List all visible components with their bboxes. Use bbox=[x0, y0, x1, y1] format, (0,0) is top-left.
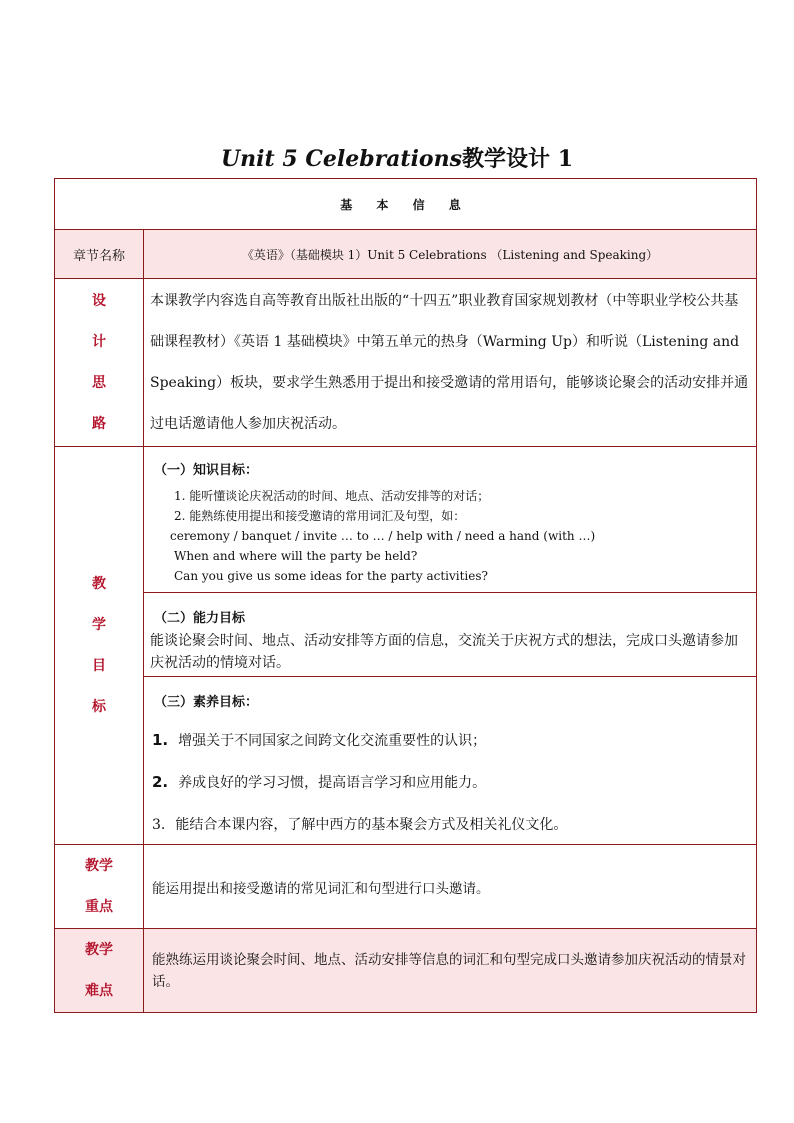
design-label bbox=[55, 279, 144, 447]
literacy-item bbox=[144, 730, 756, 750]
knowledge-item: 1. 能听懂谈论庆祝活动的时间、地点、活动安排等的对话； bbox=[174, 489, 490, 503]
document-title bbox=[0, 142, 794, 173]
ability-title: （二）能力目标 bbox=[154, 611, 246, 626]
knowledge-example: When and where will the party be held? bbox=[174, 549, 418, 563]
objectives-label bbox=[55, 447, 144, 845]
difficulties-row bbox=[55, 929, 757, 1013]
knowledge-example: Can you give us some ideas for the party activities? bbox=[174, 569, 488, 583]
title-number: 1 bbox=[557, 146, 573, 172]
literacy-item bbox=[144, 772, 756, 792]
basic-info-row bbox=[55, 179, 757, 230]
difficulties-text: 能熟练运用谈论聚会时间、地点、活动安排等信息的词汇和句型完成口头邀请参加庆祝活动的情景对话。 bbox=[144, 929, 757, 1013]
objectives-label-char: 教 bbox=[92, 575, 106, 592]
design-label-char: 思 bbox=[92, 374, 106, 391]
knowledge-item: 2. 能熟练使用提出和接受邀请的常用词汇及句型，如： bbox=[174, 509, 466, 523]
objectives-label-char: 标 bbox=[92, 698, 106, 715]
design-row bbox=[55, 279, 757, 447]
chapter-label: 章节名称 bbox=[55, 230, 144, 279]
objectives-label-char: 目 bbox=[92, 657, 106, 674]
ability-cell bbox=[144, 593, 757, 677]
key-points-text: 能运用提出和接受邀请的常见词汇和句型进行口头邀请。 bbox=[144, 845, 757, 929]
ability-row bbox=[55, 593, 757, 677]
literacy-item-text: 增强关于不同国家之间跨文化交流重要性的认识； bbox=[178, 733, 487, 749]
key-points-label bbox=[55, 845, 144, 929]
difficulties-label bbox=[55, 929, 144, 1013]
difficulties-label-line: 难点 bbox=[85, 982, 113, 999]
literacy-item-text: 能结合本课内容，了解中西方的基本聚会方式及相关礼仪文化。 bbox=[175, 817, 568, 833]
chapter-row bbox=[55, 230, 757, 279]
literacy-row bbox=[55, 677, 757, 845]
chapter-value: 《英语》（基础模块 1）Unit 5 Celebrations （Listening and Speaking） bbox=[144, 230, 757, 279]
literacy-item-num: 3. bbox=[152, 817, 166, 833]
lesson-plan-table bbox=[54, 178, 757, 1013]
title-english: Unit 5 Celebrations bbox=[221, 146, 462, 172]
literacy-item bbox=[144, 814, 756, 834]
difficulties-label-line: 教学 bbox=[85, 941, 113, 958]
design-label-char: 设 bbox=[92, 292, 106, 309]
knowledge-cell bbox=[144, 447, 757, 593]
literacy-item-text: 养成良好的学习习惯，提高语言学习和应用能力。 bbox=[178, 775, 487, 791]
literacy-cell bbox=[144, 677, 757, 845]
ability-text: 能谈论聚会时间、地点、活动安排等方面的信息，交流关于庆祝方式的想法，完成口头邀请参加庆祝活动的情境对话。 bbox=[150, 633, 738, 671]
knowledge-row bbox=[55, 447, 757, 593]
design-label-char: 路 bbox=[92, 415, 106, 432]
literacy-item-num: 1. bbox=[152, 731, 169, 749]
basic-info-header: 基 本 信 息 bbox=[55, 179, 757, 230]
literacy-item-num: 2. bbox=[152, 773, 169, 791]
key-points-label-line: 重点 bbox=[85, 898, 113, 915]
literacy-title: （三）素养目标： bbox=[154, 695, 259, 710]
key-points-row bbox=[55, 845, 757, 929]
key-points-label-line: 教学 bbox=[85, 857, 113, 874]
knowledge-example: ceremony / banquet / invite … to … / help with / need a hand (with …) bbox=[170, 529, 596, 543]
design-label-char: 计 bbox=[92, 333, 106, 350]
knowledge-title: （一）知识目标： bbox=[154, 463, 259, 478]
design-text: 本课教学内容选自高等教育出版社出版的“十四五”职业教育国家规划教材（中等职业学校公共基础课程教材）《英语 1 基础模块》中第五单元的热身（Warming Up）和听说（Listening and Speaking）板块，要求学生熟悉用于提出和接受邀请的常用语句，能够谈论聚会的活动安排并通过电话邀请他人参加庆祝活动。 bbox=[144, 279, 757, 447]
objectives-label-char: 学 bbox=[92, 616, 106, 633]
title-chinese: 教学设计 bbox=[462, 146, 551, 172]
